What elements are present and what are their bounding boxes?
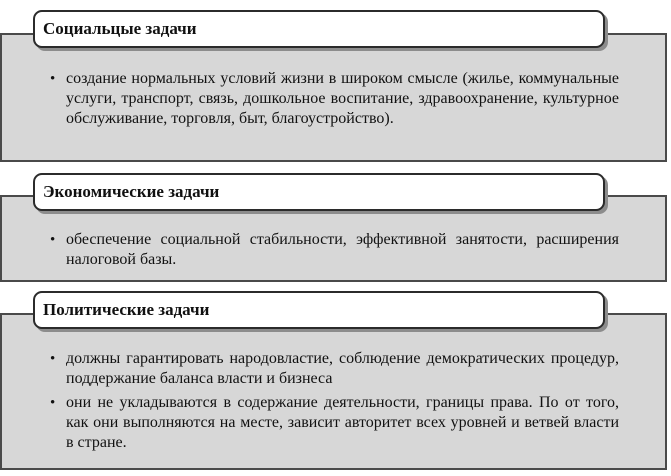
- social-tasks-title: Социальцые задачи: [33, 10, 605, 48]
- political-tasks-title: Политические задачи: [33, 291, 605, 329]
- list-item: • обеспечение социальной стабильности, эффективной занятости, расширения налоговой базы.: [50, 230, 619, 270]
- political-tasks-list: [50, 349, 619, 457]
- list-item: • создание нормальных условий жизни в широком смысле (жилье, коммунальные услуги, транспорт, связь, дошкольное воспитание, здравоохранение, культурное обслуживание, торговля, быт, благоустройство).: [50, 69, 619, 129]
- social-tasks-list: [50, 69, 619, 133]
- list-item: • они не укладываются в содержание деятельности, границы права. По от того, как они выполняются на месте, зависит авторитет всех уровней и ветвей власти в стране.: [50, 393, 619, 453]
- economic-tasks-title: Экономические задачи: [33, 173, 605, 211]
- list-item: • должны гарантировать народовластие, соблюдение демократических процедур, поддержание баланса власти и бизнеса: [50, 349, 619, 389]
- economic-tasks-list: [50, 230, 619, 274]
